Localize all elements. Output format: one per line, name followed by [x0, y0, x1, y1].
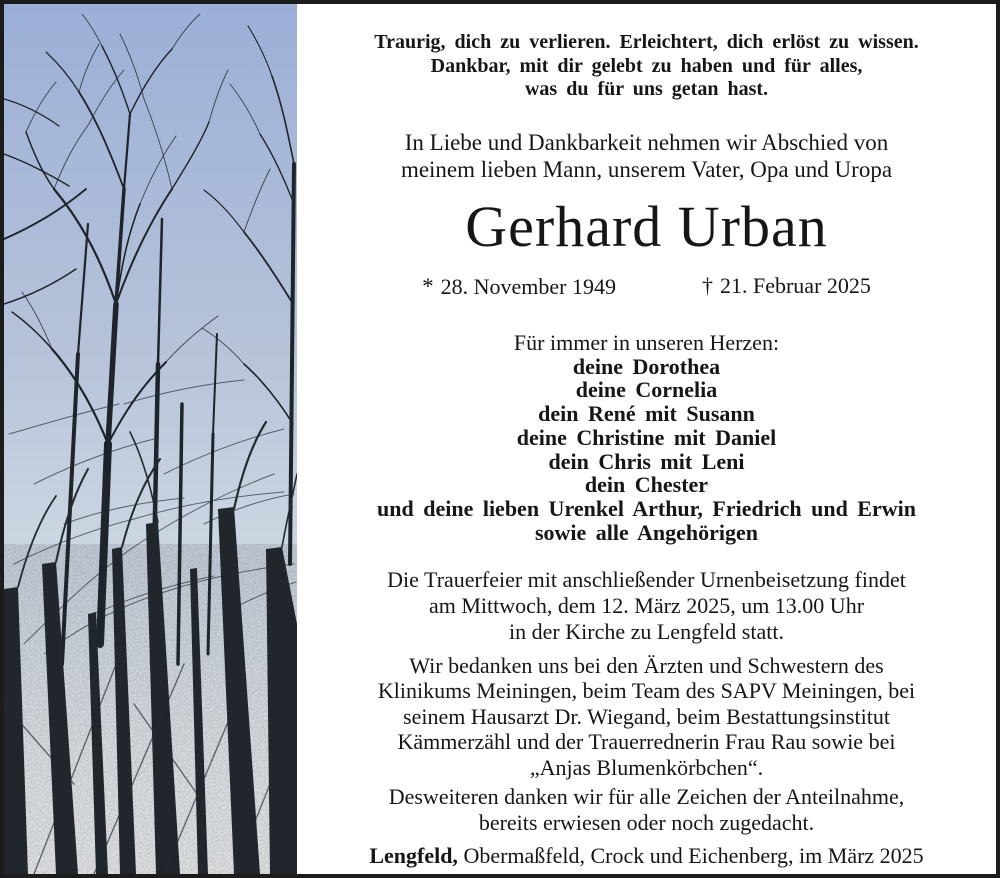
family-member: deine Christine mit Daniel	[516, 424, 777, 450]
family-member: deine Dorothea	[572, 353, 721, 379]
family-member: dein Chester	[584, 472, 709, 498]
family-member: deine Cornelia	[575, 377, 718, 403]
thanks-line: seinem Hausarzt Dr. Wiegand, beim Bestattungsinstitut	[403, 703, 890, 729]
service-line: in der Kirche zu Lengfeld statt.	[509, 619, 784, 645]
verse-line: Dankbar, mit dir gelebt zu haben und für alles,	[430, 54, 863, 77]
memorial-photo	[4, 4, 297, 874]
opening-verse	[297, 31, 996, 102]
verse-line: Traurig, dich zu verlieren. Erleichtert, dich erlöst zu wissen.	[374, 31, 919, 53]
thanks-paragraph	[297, 653, 996, 781]
thanks-line: „Anjas Blumenkörbchen“.	[529, 754, 764, 780]
service-line: Die Trauerfeier mit anschließender Urnenbeisetzung findet	[387, 566, 906, 592]
bare-trees-graphic	[4, 4, 297, 874]
verse-line: was du für uns getan hast.	[524, 78, 769, 100]
deceased-name: Gerhard Urban	[465, 193, 828, 259]
condolence-line: bereits erwiesen oder noch zugedacht.	[478, 810, 815, 836]
family-member: sowie alle Angehörigen	[534, 520, 759, 546]
family-member: und deine lieben Urenkel Arthur, Friedrich und Erwin	[377, 496, 916, 522]
signature-line	[297, 842, 996, 870]
family-member: dein René mit Susann	[538, 401, 755, 427]
thanks-line: Kämmerzähl und der Trauerrednerin Frau Rau sowie bei	[397, 729, 896, 755]
service-line: am Mittwoch, dem 12. März 2025, um 13.00 Uhr	[428, 593, 865, 619]
obituary-text-column	[297, 4, 996, 874]
condolence-line: Desweiteren danken wir für alle Zeichen der Anteilnahme,	[388, 784, 905, 810]
birth-date: 28. November 1949	[440, 273, 616, 299]
signature-rest: Obermaßfeld, Crock und Eichenberg, im März 2025	[457, 843, 924, 869]
birth-date-group	[422, 273, 616, 300]
death-date-group	[702, 273, 871, 300]
funeral-service-info	[297, 567, 996, 646]
birth-star-icon: *	[422, 272, 434, 299]
intro-line: In Liebe und Dankbarkeit nehmen wir Abschied von	[404, 129, 889, 155]
thanks-line: Wir bedanken uns bei den Ärzten und Schwestern des	[409, 652, 884, 678]
death-cross-icon: †	[701, 272, 713, 298]
condolence-paragraph	[297, 784, 996, 836]
intro-line: meinem lieben Mann, unserem Vater, Opa und Uropa	[400, 156, 893, 182]
farewell-intro	[297, 129, 996, 183]
signature-place: Lengfeld,	[369, 843, 458, 869]
death-date: 21. Februar 2025	[719, 272, 871, 298]
family-member: dein Chris mit Leni	[548, 448, 745, 474]
remembrance-line: Für immer in unseren Herzen:	[513, 329, 780, 355]
life-dates	[297, 273, 996, 300]
family-list	[297, 355, 996, 545]
thanks-line: Klinikums Meiningen, beim Team des SAPV Meiningen, bei	[377, 678, 916, 704]
